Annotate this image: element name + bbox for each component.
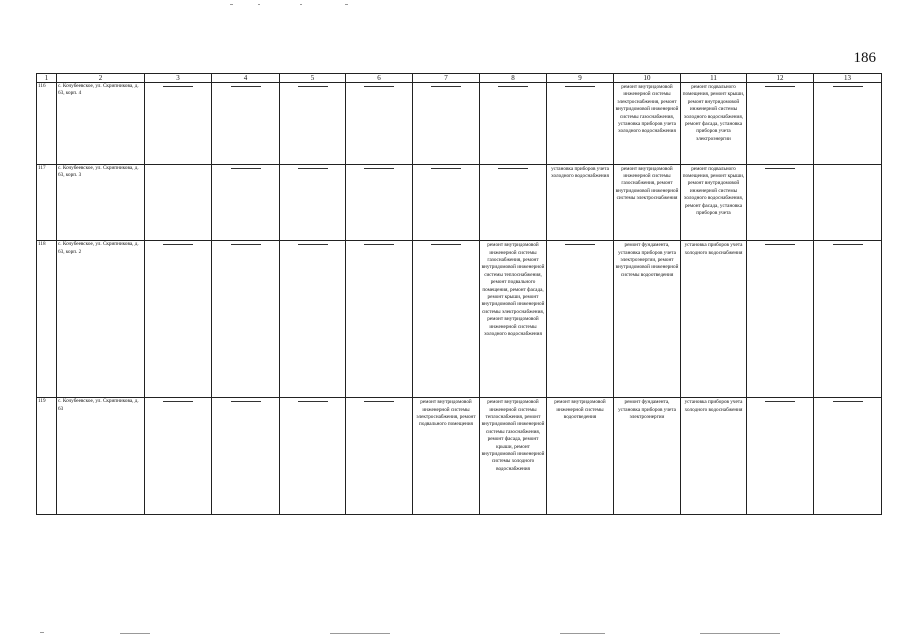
work-cell [681, 398, 747, 515]
page-number: 186 [853, 50, 876, 66]
scan-speck [345, 4, 348, 5]
work-cell [681, 241, 747, 398]
work-cell [614, 83, 681, 165]
column-header: 12 [747, 74, 814, 83]
column-header: 8 [480, 74, 547, 83]
row-number: 117 [37, 164, 57, 241]
dash-mark [765, 401, 795, 402]
dash-mark [565, 244, 595, 245]
work-cell [614, 164, 681, 241]
column-header: 5 [280, 74, 346, 83]
empty-cell [747, 398, 814, 515]
dash-mark [298, 168, 328, 169]
row-number: 116 [37, 83, 57, 165]
address-cell: с. Кочубеевское, ул. Скрипникова, д. 63 [57, 398, 145, 515]
empty-cell [814, 164, 882, 241]
empty-cell [145, 164, 212, 241]
empty-cell [212, 398, 280, 515]
dash-mark [231, 86, 261, 87]
work-text: ремонт подвального помещения, ремонт крыши, ремонт внутридомовой инженерной системы холодного водоснабжения, ремонт фасада, установка приборов учета [682, 165, 745, 216]
empty-cell [547, 241, 614, 398]
table-row [37, 241, 882, 398]
empty-cell [280, 241, 346, 398]
empty-cell [814, 398, 882, 515]
dash-mark [231, 401, 261, 402]
empty-cell [814, 241, 882, 398]
empty-cell [212, 241, 280, 398]
table-row [37, 398, 882, 515]
work-cell [547, 398, 614, 515]
work-cell [681, 164, 747, 241]
work-text: ремонт внутридомовой инженерной системы электроснабжения, ремонт подвального помещения [416, 399, 476, 428]
work-text: ремонт внутридомовой инженерной системы газоснабжения, ремонт внутридомовой инженерной системы теплоснабжения, ремонт подвального помещения, ремонт фасада, ремонт крыши, ремонт внутридомовой инженерной системы электроснабжения, ремонт внутридомовой инженерной системы холодного водоснабжения [481, 242, 545, 337]
work-cell [614, 398, 681, 515]
work-text: ремонт фундамента, установка приборов учета электроэнергии [618, 399, 676, 420]
work-text: установка приборов учета холодного водоснабжения [684, 399, 743, 413]
dash-mark [765, 168, 795, 169]
work-cell [413, 398, 480, 515]
scan-speck [230, 4, 233, 5]
empty-cell [747, 164, 814, 241]
dash-mark [163, 244, 193, 245]
empty-cell [814, 83, 882, 165]
empty-cell [480, 164, 547, 241]
column-header: 4 [212, 74, 280, 83]
table-row [37, 164, 882, 241]
empty-cell [346, 83, 413, 165]
address-cell: с. Кочубеевское, ул. Скрипникова, д. 63, корп. 4 [57, 83, 145, 165]
empty-cell [145, 83, 212, 165]
table-row [37, 83, 882, 165]
empty-cell [280, 83, 346, 165]
scan-speck [560, 633, 605, 634]
row-number: 119 [37, 398, 57, 515]
empty-cell [413, 164, 480, 241]
work-text: ремонт внутридомовой инженерной системы водоотведения [554, 399, 606, 420]
work-cell [547, 164, 614, 241]
empty-cell [212, 83, 280, 165]
work-text: установка приборов учета холодного водоснабжения [551, 165, 609, 179]
dash-mark [431, 168, 461, 169]
scan-speck [330, 633, 390, 634]
scan-speck [120, 633, 150, 634]
work-text: ремонт фундамента, установка приборов учета электроэнергии, ремонт внутридомовой инженерной системы водоотведения [615, 242, 679, 278]
empty-cell [346, 164, 413, 241]
dash-mark [163, 86, 193, 87]
work-cell [480, 398, 547, 515]
work-text: ремонт внутридомовой инженерной системы электроснабжения, ремонт внутридомовой инженерной системы газоснабжения, установка приборов учета холодного водоснабжения [615, 84, 679, 135]
work-text: установка приборов учета холодного водоснабжения [684, 242, 743, 256]
dash-mark [364, 168, 394, 169]
dash-mark [364, 244, 394, 245]
column-header: 13 [814, 74, 882, 83]
dash-mark [364, 401, 394, 402]
dash-mark [833, 401, 863, 402]
empty-cell [346, 241, 413, 398]
column-header: 10 [614, 74, 681, 83]
address-cell: с. Кочубеевское, ул. Скрипникова, д. 63, корп. 2 [57, 241, 145, 398]
work-cell [480, 241, 547, 398]
dash-mark [498, 168, 528, 169]
dash-mark [231, 244, 261, 245]
dash-mark [231, 168, 261, 169]
dash-mark [833, 244, 863, 245]
schedule-table [36, 73, 882, 515]
empty-cell [145, 398, 212, 515]
column-header: 9 [547, 74, 614, 83]
work-text: ремонт подвального помещения, ремонт крыши, ремонт внутридомовой инженерной системы холодного водоснабжения, ремонт фасада, установка приборов учета электроэнергии [682, 84, 745, 142]
dash-mark [298, 244, 328, 245]
scan-speck [700, 633, 780, 634]
scan-speck [40, 632, 44, 633]
empty-cell [747, 83, 814, 165]
dash-mark [298, 401, 328, 402]
work-text: ремонт внутридомовой инженерной системы газоснабжения, ремонт внутридомовой инженерной системы электроснабжения [615, 165, 679, 202]
empty-cell [413, 241, 480, 398]
dash-mark [565, 86, 595, 87]
empty-cell [346, 398, 413, 515]
work-cell [614, 241, 681, 398]
empty-cell [747, 241, 814, 398]
dash-mark [298, 86, 328, 87]
empty-cell [413, 83, 480, 165]
dash-mark [833, 86, 863, 87]
dash-mark [431, 86, 461, 87]
scan-speck [300, 4, 302, 5]
empty-cell [280, 164, 346, 241]
empty-cell [547, 83, 614, 165]
address-cell: с. Кочубеевское, ул. Скрипникова, д. 63, корп. 3 [57, 164, 145, 241]
empty-cell [145, 241, 212, 398]
dash-mark [163, 401, 193, 402]
dash-mark [364, 86, 394, 87]
work-text: ремонт внутридомовой инженерной системы теплоснабжения, ремонт внутридомовой инженерной системы газоснабжения, ремонт фасада, ремонт крыши, ремонт внутридомовой инженерной системы холодного водоснабжения [481, 399, 545, 472]
column-header: 7 [413, 74, 480, 83]
dash-mark [498, 86, 528, 87]
column-header: 2 [57, 74, 145, 83]
column-header: 1 [37, 74, 57, 83]
dash-mark [765, 86, 795, 87]
scan-speck [258, 4, 260, 5]
dash-mark [431, 244, 461, 245]
column-header: 11 [681, 74, 747, 83]
column-header: 3 [145, 74, 212, 83]
work-cell [681, 83, 747, 165]
row-number: 118 [37, 241, 57, 398]
empty-cell [280, 398, 346, 515]
empty-cell [212, 164, 280, 241]
dash-mark [765, 244, 795, 245]
column-header: 6 [346, 74, 413, 83]
header-row [37, 74, 882, 83]
empty-cell [480, 83, 547, 165]
